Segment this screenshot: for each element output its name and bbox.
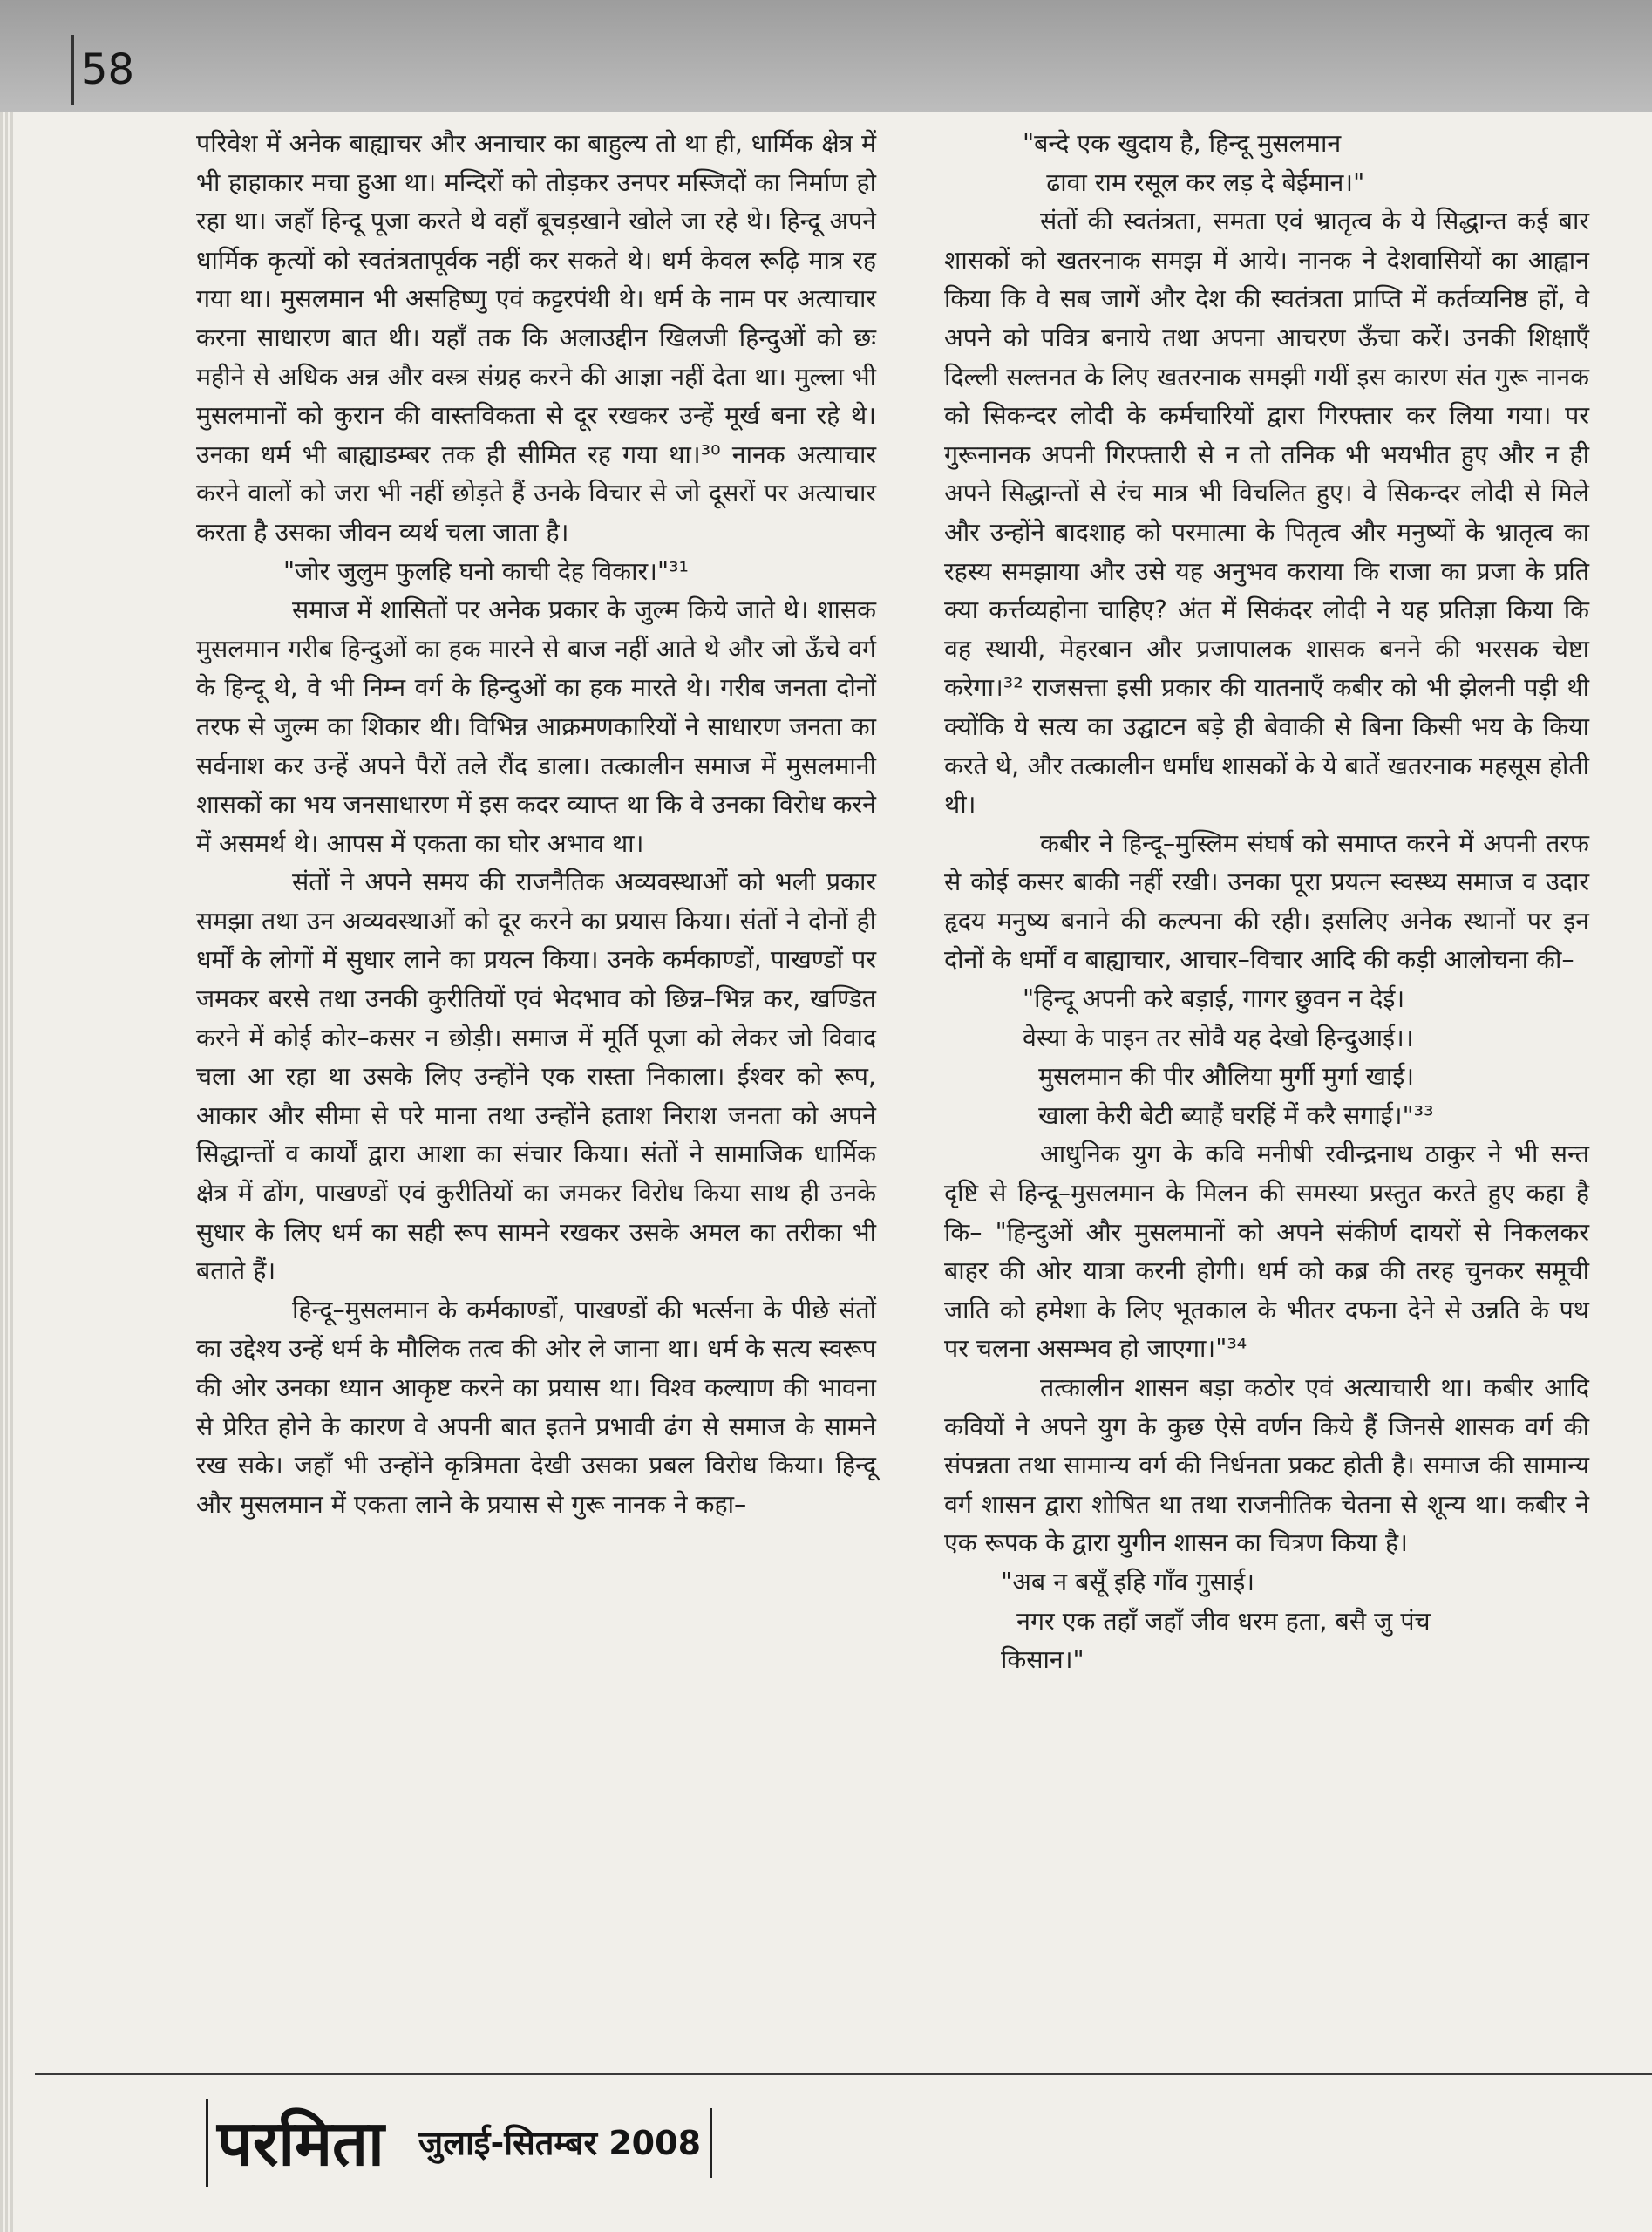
left-column xyxy=(196,125,876,1524)
right-quote-top: "बन्दे एक खुदाय है, हिन्दू मुसलमान ढावा राम रसूल कर लड़ दे बेईमान।" xyxy=(1023,129,1365,197)
issue-date: जुलाई-सितम्बर 2008 xyxy=(418,2108,712,2178)
right-quote-mid: "हिन्दू अपनी करे बड़ाई, गागर छुवन न देई। वेस्या के पाइन तर सोवै यह देखो हिन्दुआई।। मुसलमान की पीर औलिया मुर्गी मुर्गा खाई। खाला केरी बेटी ब्याहैं घरहिं में करै सगाई।"³³ xyxy=(1023,984,1434,1130)
left-paragraph-2: समाज में शासितों पर अनेक प्रकार के जुल्म किये जाते थे। शासक मुसलमान गरीब हिन्दुओं का हक मारने से बाज नहीं आते थे और जो ऊँचे वर्ग के हिन्दू थे, वे भी निम्न वर्ग के हिन्दुओं का हक मारते थे। गरीब जनता दोनों तरफ से जुल्म का शिकार थी। विभिन्न आक्रमणकारियों ने साधारण जनता का सर्वनाश कर उन्हें अपने पैरों तले रौंद डाला। तत्कालीन समाज में मुसलमानी शासकों का भय जनसाधारण में इस कदर व्याप्त था कि वे उनका विरोध करने में असमर्थ थे। आपस में एकता का घोर अभाव था। xyxy=(196,595,876,858)
left-quote-1: "जोर जुलुम फुलहि घनो काची देह विकार।"³¹ xyxy=(283,556,689,586)
left-paragraph-3: संतों ने अपने समय की राजनैतिक अव्यवस्थाओं को भली प्रकार समझा तथा उन अव्यवस्थाओं को दूर करने का प्रयास किया। संतों ने दोनों ही धर्मों के लोगों में सुधार लाने का प्रयत्न किया। उनके कर्मकाण्डों, पाखण्डों पर जमकर बरसे तथा उनकी कुरीतियों एवं भेदभाव को छिन्न–भिन्न कर, खण्डित करने में कोई कोर–कसर न छोड़ी। समाज में मूर्ति पूजा को लेकर जो विवाद चला आ रहा था उसके लिए उन्होंने एक रास्ता निकाला। ईश्वर को रूप, आकार और सीमा से परे माना तथा उन्होंने हताश निराश जनता को अपने सिद्धान्तों व कार्यों द्वारा आशा का संचार किया। संतों ने सामाजिक धार्मिक क्षेत्र में ढोंग, पाखण्डों एवं कुरीतियों का जमकर विरोध किया साथ ही उनके सुधार के लिए धर्म का सही रूप सामने रखकर उसके अमल का तरीका भी बताते हैं। xyxy=(196,868,876,1286)
right-column xyxy=(944,125,1589,1680)
right-quote-bottom: "अब न बसूँ इहि गाँव गुसाई। नगर एक तहाँ जहाँ जीव धरम हता, बसै जु पंच किसान।" xyxy=(1001,1567,1431,1675)
right-paragraph-4: तत्कालीन शासन बड़ा कठोर एवं अत्याचारी था। कबीर आदि कवियों ने अपने युग के कुछ ऐसे वर्णन किये हैं जिनसे शासक वर्ग की संपन्नता तथा सामान्य वर्ग की निर्धनता प्रकट होती है। समाज की सामान्य वर्ग शासन द्वारा शोषित था तथा राजनीतिक चेतना से शून्य था। कबीर ने एक रूपक के द्वारा युगीन शासन का चित्रण किया है। xyxy=(944,1373,1589,1558)
footer-divider xyxy=(35,2073,1652,2075)
right-paragraph-2: कबीर ने हिन्दू–मुस्लिम संघर्ष को समाप्त करने में अपनी तरफ से कोई कसर बाकी नहीं रखी। उनका पूरा प्रयत्न स्वस्थ्य समाज व उदार हृदय मनुष्य बनाने की कल्पना की रही। इसलिए अनेक स्थानों पर इन दोनों के धर्मों व बाह्याचार, आचार–विचार आदि की कड़ी आलोचना की– xyxy=(944,828,1589,975)
left-paragraph-1: परिवेश में अनेक बाह्याचर और अनाचार का बाहुल्य तो था ही, धार्मिक क्षेत्र में भी हाहाकार मचा हुआ था। मन्दिरों को तोड़कर उनपर मस्जिदों का निर्माण हो रहा था। जहाँ हिन्दू पूजा करते थे वहाँ बूचड़खाने खोले जा रहे थे। हिन्दू अपने धार्मिक कृत्यों को स्वतंत्रतापूर्वक नहीं कर सकते थे। धर्म केवल रूढ़ि मात्र रह गया था। मुसलमान भी असहिष्णु एवं कट्टरपंथी थे। धर्म के नाम पर अत्याचार करना साधारण बात थी। यहाँ तक कि अलाउद्दीन खिलजी हिन्दुओं को छः महीने से अधिक अन्न और वस्त्र संग्रह करने की आज्ञा नहीं देता था। मुल्ला भी मुसलमानों को कुरान की वास्तविकता से दूर रखकर उन्हें मूर्ख बना रहे थे। उनका धर्म भी बाह्याडम्बर तक ही सीमित रह गया था।³⁰ नानक अत्याचार करने वालों को जरा भी नहीं छोड़ते हैं उनके विचार से जो दूसरों पर अत्याचार करता है उसका जीवन व्यर्थ चला जाता है। xyxy=(196,129,876,547)
left-paragraph-4: हिन्दू–मुसलमान के कर्मकाण्डों, पाखण्डों की भर्त्सना के पीछे संतों का उद्देश्य उन्हें धर्म के मौलिक तत्व की ओर ले जाना था। धर्म के सत्य स्वरूप की ओर उनका ध्यान आकृष्ट करने का प्रयास था। विश्व कल्याण की भावना से प्रेरित होने के कारण वे अपनी बात इतने प्रभावी ढंग से समाज के सामने रख सके। जहाँ भी उन्होंने कृत्रिमता देखी उसका प्रबल विरोध किया। हिन्दू और मुसलमान में एकता लाने के प्रयास से गुरू नानक ने कहा– xyxy=(196,1295,876,1519)
header-band xyxy=(0,0,1652,112)
page-number: 58 xyxy=(71,35,212,105)
page-edge-decoration xyxy=(0,112,16,2232)
right-paragraph-1: संतों की स्वतंत्रता, समता एवं भ्रातृत्व के ये सिद्धान्त कई बार शासकों को खतरनाक समझ में आये। नानक ने देशवासियों का आह्वान किया कि वे सब जागें और देश की स्वतंत्रता प्राप्ति में कर्तव्यनिष्ठ हों, वे अपने को पवित्र बनाये तथा अपना आचरण ऊँचा करें। उनकी शिक्षाएँ दिल्ली सल्तनत के लिए खतरनाक समझी गयीं इस कारण संत गुरू नानक को सिकन्दर लोदी के कर्मचारियों द्वारा गिरफ्तार कर लिया गया। पर गुरूनानक अपनी गिरफ्तारी से न तो तनिक भी भयभीत हुए और न ही अपने सिद्धान्तों से रंच मात्र भी विचलित हुए। वे सिकन्दर लोदी से मिले और उन्होंने बादशाह को परमात्मा के पितृत्व और मनुष्यों के भ्रातृत्व का रहस्य समझाया और उसे यह अनुभव कराया कि राजा का प्रजा के प्रति क्या कर्त्तव्यहोना चाहिए? अंत में सिकंदर लोदी ने यह प्रतिज्ञा किया कि वह स्थायी, मेहरबान और प्रजापालक शासक बनने की भरसक चेष्टा करेगा।³² राजसत्ता इसी प्रकार की यातनाएँ कबीर को भी झेलनी पड़ी थी क्योंकि ये सत्य का उद्घाटन बड़े ही बेवाकी से बिना किसी भय के किया करते थे, और तत्कालीन धर्मांध शासकों के ये बातें खतरनाक महसूस होती थी। xyxy=(944,207,1589,820)
right-paragraph-3: आधुनिक युग के कवि मनीषी रवीन्द्रनाथ ठाकुर ने भी सन्त दृष्टि से हिन्दू–मुसलमान के मिलन की समस्या प्रस्तुत करते हुए कहा है कि– "हिन्दुओं और मुसलमानों को अपने संकीर्ण दायरों से निकलकर बाहर की ओर यात्रा करनी होगी। धर्म को कब्र की तरह चुनकर समूची जाति को हमेशा के लिए भूतकाल के भीतर दफना देने से उन्नति के पथ पर चलना असम्भव हो जाएगा।"³⁴ xyxy=(944,1140,1589,1364)
magazine-logo: परमिता xyxy=(206,2099,384,2187)
